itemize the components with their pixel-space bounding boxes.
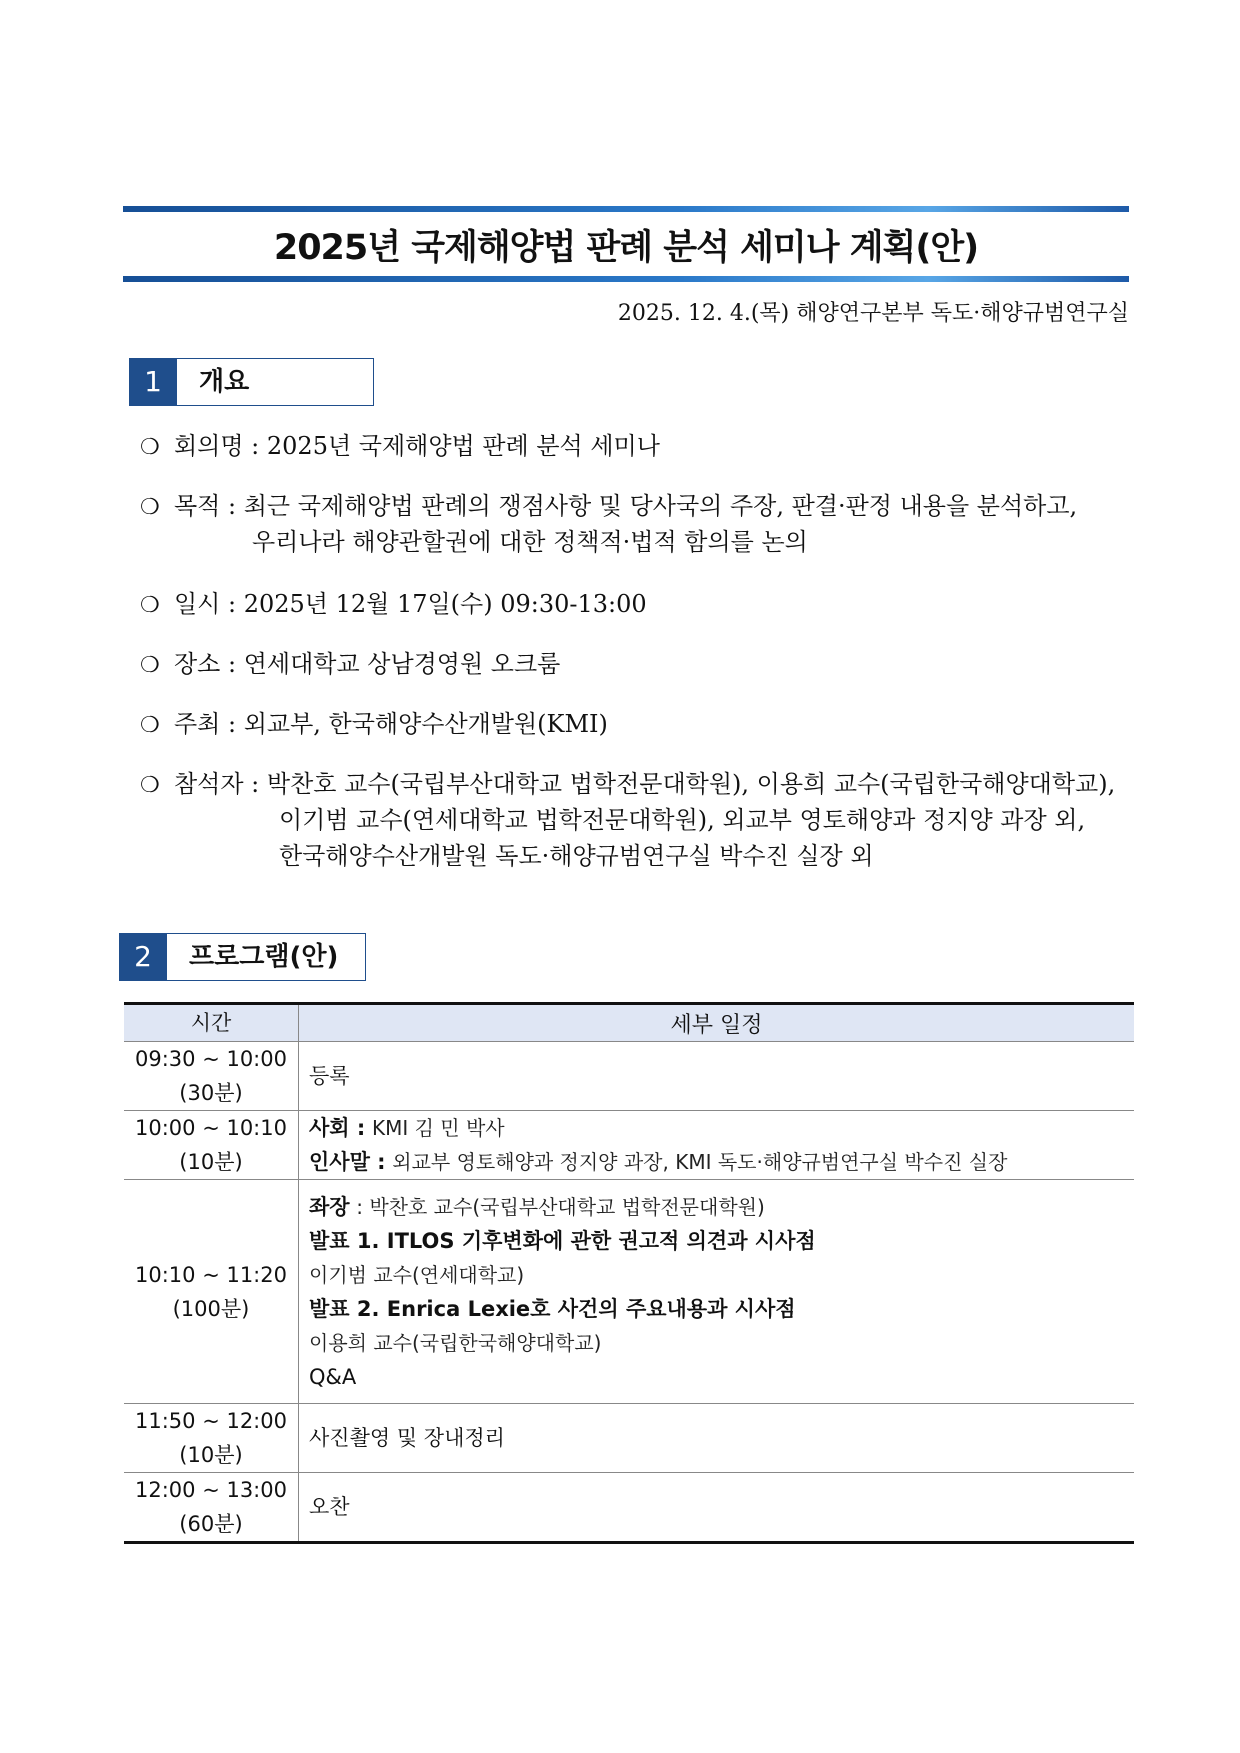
table-row <box>124 1404 1134 1473</box>
overview-item-purpose: ❍ 목적 : 최근 국제해양법 판례의 쟁점사항 및 당사국의 주장, 판결·판정 내용을 분석하고, <box>140 488 1077 526</box>
chair-label: 좌장 <box>309 1194 350 1219</box>
chair-text: : 박찬호 교수(국립부산대학교 법학전문대학원) <box>356 1194 765 1219</box>
mc-text: KMI 김 민 박사 <box>371 1116 505 1140</box>
section-header-program <box>119 933 365 981</box>
overview-item-meeting-name: ❍ 회의명 : 2025년 국제해양법 판례 분석 세미나 <box>140 428 660 466</box>
time-cell: 10:10 ~ 11:20 (100분) <box>124 1180 299 1404</box>
overview-item-host: ❍ 주최 : 외교부, 한국해양수산개발원(KMI) <box>140 706 608 744</box>
bullet-icon: ❍ <box>140 653 160 678</box>
presentation-1-speaker: 이기범 교수(연세대학교) <box>309 1262 525 1287</box>
table-row <box>124 1473 1134 1543</box>
section-number: 1 <box>129 358 177 406</box>
table-row <box>124 1042 1134 1111</box>
presentation-1-title: 발표 1. ITLOS 기후변화에 관한 권고적 의견과 시사점 <box>309 1228 816 1253</box>
title-bottom-rule <box>123 276 1129 282</box>
bullet-icon: ❍ <box>140 713 160 738</box>
overview-item-datetime: ❍ 일시 : 2025년 12월 17일(수) 09:30-13:00 <box>140 586 647 624</box>
bullet-icon: ❍ <box>140 593 160 618</box>
overview-item-participants-cont2: 한국해양수산개발원 독도·해양규범연구실 박수진 실장 외 <box>279 842 874 870</box>
mc-label: 사회 : <box>309 1116 366 1140</box>
bullet-icon: ❍ <box>140 435 160 460</box>
presentation-2-title: 발표 2. Enrica Lexie호 사건의 주요내용과 시사점 <box>309 1296 796 1321</box>
page-title: 2025년 국제해양법 판례 분석 세미나 계획(안) <box>273 228 979 268</box>
detail-cell <box>299 1111 1135 1180</box>
time-cell: 09:30 ~ 10:00 (30분) <box>124 1042 299 1111</box>
section-header-overview <box>129 358 374 406</box>
table-row <box>124 1111 1134 1180</box>
overview-item-participants-cont1: 이기범 교수(연세대학교 법학전문대학원), 외교부 영토해양과 정지양 과장 외, <box>279 806 1086 834</box>
bullet-icon: ❍ <box>140 495 160 520</box>
time-cell: 10:00 ~ 10:10 (10분) <box>124 1111 299 1180</box>
date-line: 2025. 12. 4.(목) 해양연구본부 독도·해양규범연구실 <box>617 301 1129 326</box>
column-header-time: 시간 <box>124 1004 299 1042</box>
title-block <box>123 206 1129 282</box>
table-header-row <box>124 1004 1134 1042</box>
column-header-detail: 세부 일정 <box>299 1004 1135 1042</box>
section-label: 프로그램(안) <box>167 933 366 981</box>
qa-item: Q&A <box>309 1364 357 1389</box>
detail-cell: 사진촬영 및 장내정리 <box>299 1404 1135 1473</box>
overview-item-purpose-cont: 우리나라 해양관할권에 대한 정책적·법적 함의를 논의 <box>252 528 808 556</box>
time-cell: 11:50 ~ 12:00 (10분) <box>124 1404 299 1473</box>
title-top-rule <box>123 206 1129 212</box>
section-label: 개요 <box>177 358 374 406</box>
time-cell: 12:00 ~ 13:00 (60분) <box>124 1473 299 1543</box>
detail-cell <box>299 1180 1135 1404</box>
greeting-label: 인사말 : <box>309 1150 386 1174</box>
program-table <box>124 1002 1134 1544</box>
presentation-2-speaker: 이용희 교수(국립한국해양대학교) <box>309 1330 602 1355</box>
section-number: 2 <box>119 933 167 981</box>
detail-cell: 오찬 <box>299 1473 1135 1543</box>
greeting-text: 외교부 영토해양과 정지양 과장, KMI 독도·해양규범연구실 박수진 실장 <box>392 1150 1008 1174</box>
table-row <box>124 1180 1134 1404</box>
detail-cell: 등록 <box>299 1042 1135 1111</box>
overview-item-participants: ❍ 참석자 : 박찬호 교수(국립부산대학교 법학전문대학원), 이용희 교수(국립한국해양대학교), <box>140 766 1115 804</box>
bullet-icon: ❍ <box>140 773 160 798</box>
overview-item-venue: ❍ 장소 : 연세대학교 상남경영원 오크룸 <box>140 646 560 684</box>
